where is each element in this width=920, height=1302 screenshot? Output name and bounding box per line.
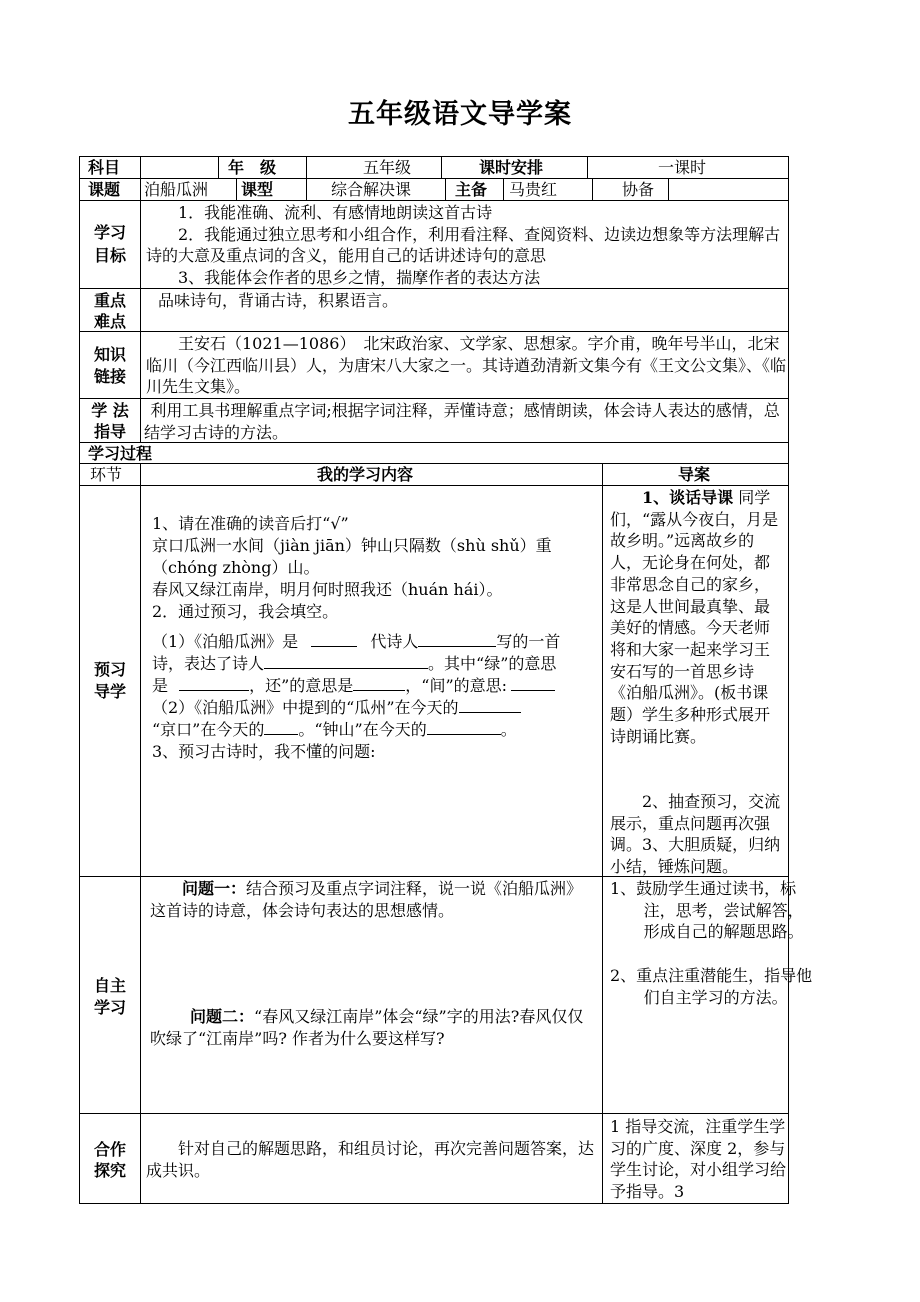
guide-1-text: 同学们，“露从今夜白，月是故乡明。”远离故乡的人，无论身在何处，都非常思念自己的家乡，这是人世间最真挚、最美好的情感。今天老师将和大家一起来学习王安石写的一首思乡诗《泊船瓜洲》。(板书课题）学生多种形式展开诗朗诵比赛。	[610, 488, 779, 746]
goal-2: 2．我能通过独立思考和小组合作，利用看注释、查阅资料、边读边想象等方法理解古诗的大意及重点词的含义，能用自己的话讲述诗句的意思	[146, 224, 781, 266]
blank-poet[interactable]	[418, 631, 496, 647]
q1-text: 结合预习及重点字词注释，说一说《泊船瓜洲》这首诗的诗意，体会诗句表达的思想感情。	[150, 879, 583, 920]
goals-label-2: 目标	[93, 246, 126, 265]
method-label-2: 指导	[93, 422, 126, 441]
blank-q3-text-3: ，“间”的意思:	[405, 676, 508, 695]
preview-line-4: 春风又绿江南岸，明月何时照我还（huán hái）。	[152, 580, 503, 599]
blank-q2-text-2: 。其中“绿”的意思	[428, 654, 557, 673]
q2-text: “春风又绿江南岸”体会“绿”字的用法?春风仅仅吹绿了“江南岸”吗? 作者为什么要这样写?	[150, 1007, 584, 1048]
knowledge-text: 王安石（1021—1086） 北宋政治家、文学家、思想家。字介甫，晚年号半山，北宋临川（今江西临川县）人，为唐宋八大家之一。其诗遒劲清新文集今有《王文公文集》、《临川先生文集》。	[146, 334, 787, 397]
self-label-1: 自主	[93, 976, 126, 995]
blank-q4-text: （2）《泊船瓜洲》中提到的“瓜州”在今天的	[152, 698, 459, 717]
process-label: 学习过程	[88, 444, 153, 463]
page-title: 五年级语文导学案	[348, 99, 572, 130]
preview-line-2: 京口瓜洲一水间（jiàn jiān）钟山只隔数（shù shǔ）重	[152, 536, 552, 555]
grade-value: 五年级	[363, 158, 412, 177]
coop-label-2: 探究	[93, 1161, 126, 1180]
subject-label: 科目	[88, 158, 121, 177]
blank-q3-text: 是	[152, 676, 169, 695]
blank-q3-text-2: ，还”的意思是	[249, 676, 354, 695]
goals-label-1: 学习	[93, 223, 126, 242]
topic-label: 课题	[88, 180, 121, 199]
blank-jian-meaning[interactable]	[511, 675, 555, 691]
blank-q1-text-2: 代诗人	[370, 632, 419, 651]
method-label-1: 学 法	[91, 401, 129, 420]
col-content: 我的学习内容	[317, 465, 414, 484]
blank-zhongshan-now[interactable]	[427, 719, 501, 735]
self-guide-2: 2、重点注重潜能生，指导他们自主学习的方法。	[610, 966, 813, 1007]
blank-feeling[interactable]	[264, 653, 428, 669]
blank-q2-text: 诗，表达了诗人	[152, 654, 265, 673]
guide-2-text: 2、抽查预习，交流展示，重点问题再次强调。	[610, 792, 781, 855]
coop-guide: 1 指导交流，注重学生学习的广度、深度 2，参与学生讨论，对小组学习给予指导。3	[610, 1117, 787, 1201]
focus-label-2: 难点	[93, 312, 126, 331]
blank-q1-text: （1）《泊船瓜洲》是	[152, 632, 299, 651]
goal-1: 1．我能准确、流利、有感情地朗读这首古诗	[178, 203, 493, 222]
goal-3: 3、我能体会作者的思乡之情，揣摩作者的表达方法	[178, 267, 541, 287]
lead-label: 主备	[455, 180, 488, 199]
self-label-2: 学习	[93, 998, 126, 1017]
blank-dynasty[interactable]	[311, 631, 357, 647]
blank-lv-meaning[interactable]	[179, 675, 249, 691]
col-stage: 环节	[90, 465, 123, 484]
blank-jingkou-now[interactable]	[264, 719, 298, 735]
preview-line-11: 3、预习古诗时，我不懂的问题:	[152, 742, 376, 761]
preview-label-1: 预习	[93, 660, 126, 679]
coop-label-1: 合作	[93, 1140, 126, 1159]
preview-line-3: （chóng zhòng）山。	[152, 558, 320, 577]
method-text: 利用工具书理解重点字词;根据字词注释，弄懂诗意；感情朗读，体会诗人表达的感情，总结学习古诗的方法。	[144, 401, 780, 442]
blank-q5-text-3: 。	[500, 720, 517, 739]
assist-label: 协备	[622, 180, 655, 199]
blank-q1-text-3: 写的一首	[496, 632, 561, 651]
topic-value: 泊船瓜洲	[144, 180, 209, 199]
blank-guazhou-now[interactable]	[459, 697, 521, 713]
grade-label: 年 级	[228, 158, 277, 177]
type-value: 综合解决课	[331, 180, 412, 199]
q1-title: 问题一：	[182, 879, 247, 898]
q2-title: 问题二：	[190, 1007, 255, 1026]
knowledge-label-2: 链接	[93, 367, 126, 386]
guide-3-text: 3、大胆质疑，归纳小结，锤炼问题。	[610, 835, 781, 876]
blank-q5-text-2: 。“钟山”在今天的	[298, 720, 427, 739]
type-label: 课型	[241, 180, 274, 199]
blank-huan-meaning[interactable]	[353, 675, 405, 691]
self-guide-1: 1、鼓励学生通过读书，标注，思考，尝试解答，形成自己的解题思路。	[610, 879, 804, 942]
preview-label-2: 导学	[93, 682, 126, 701]
preview-line-1: 1、请在准确的读音后打“√”	[152, 514, 349, 533]
coop-text: 针对自己的解题思路，和组员讨论，再次完善问题答案，达成共识。	[146, 1139, 595, 1180]
col-guide: 导案	[678, 465, 711, 484]
schedule-value: 一课时	[658, 158, 707, 177]
knowledge-label-1: 知识	[93, 345, 126, 364]
blank-q5-text: “京口”在今天的	[152, 720, 265, 739]
guide-1-title: 1、谈话导课	[642, 488, 734, 507]
focus-text: 品味诗句，背诵古诗，积累语言。	[158, 291, 399, 310]
schedule-label: 课时安排	[479, 158, 544, 177]
focus-label-1: 重点	[93, 291, 126, 310]
preview-line-5: 2．通过预习，我会填空。	[152, 602, 339, 621]
lead-value: 马贵红	[509, 180, 558, 199]
